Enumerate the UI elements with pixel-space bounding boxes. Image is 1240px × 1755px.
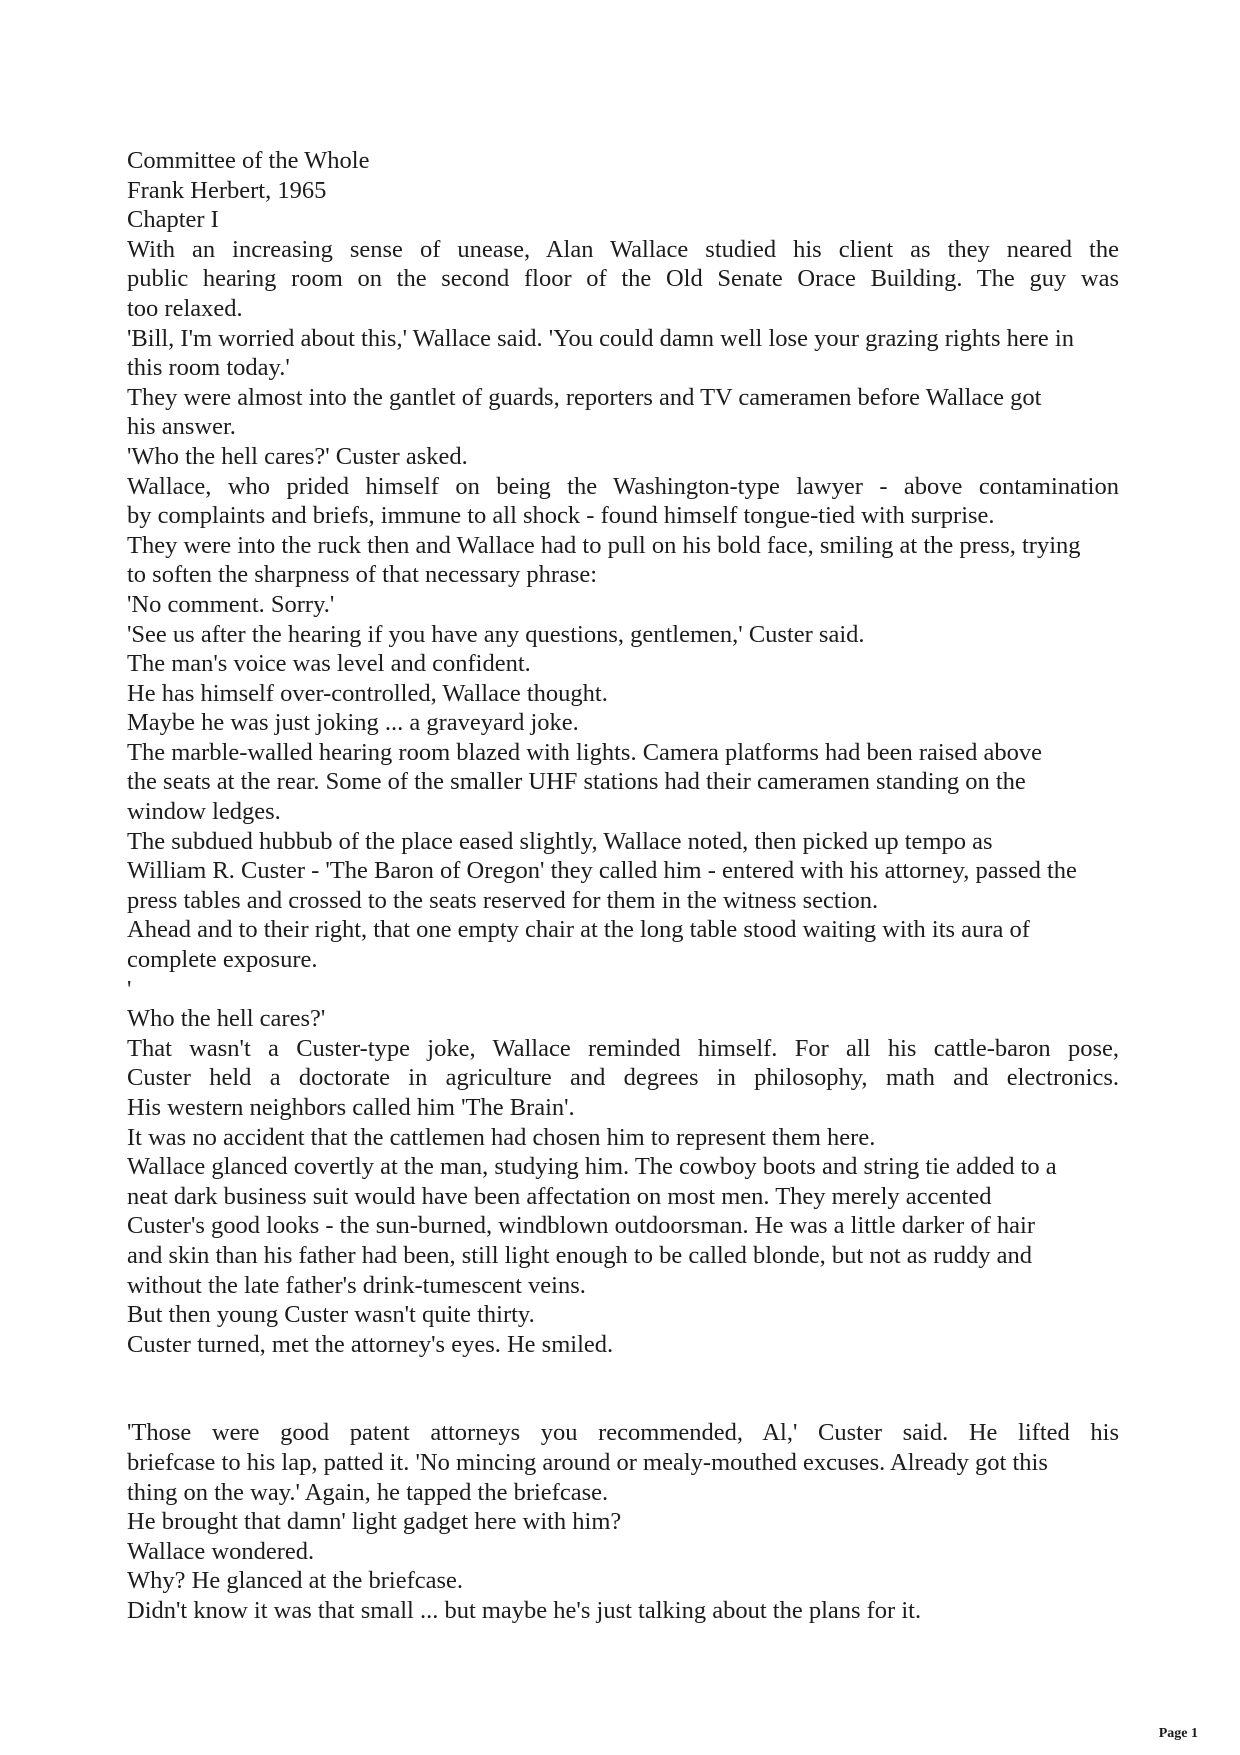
text-line: Why? He glanced at the briefcase. [127, 1567, 464, 1595]
text-line: to soften the sharpness of that necessary phrase: [127, 561, 598, 589]
text-line: Wallace glanced covertly at the man, studying him. The cowboy boots and string tie added to a [127, 1153, 1057, 1181]
text-line: 'Who the hell cares?' Custer asked. [127, 442, 468, 470]
text-line: 'No comment. Sorry.' [127, 590, 335, 618]
text-line: ' [127, 975, 132, 1003]
text-line: Custer turned, met the attorney's eyes. He smiled. [127, 1330, 614, 1358]
paragraph-gap [127, 1359, 1119, 1418]
text-line: The marble-walled hearing room blazed with lights. Camera platforms had been raised above [127, 738, 1043, 766]
text-line: 'Those were good patent attorneys you recommended, Al,' Custer said. He lifted his [127, 1419, 1119, 1447]
text-line: Wallace wondered. [127, 1537, 315, 1565]
text-line: public hearing room on the second floor of the Old Senate Orace Building. The guy was [127, 265, 1119, 293]
text-line: That wasn't a Custer-type joke, Wallace reminded himself. For all his cattle-baron pose, [127, 1034, 1119, 1062]
text-line: complete exposure. [127, 946, 318, 974]
text-line: Maybe he was just joking ... a graveyard joke. [127, 709, 579, 737]
text-line: thing on the way.' Again, he tapped the briefcase. [127, 1478, 609, 1506]
text-line: by complaints and briefs, immune to all shock - found himself tongue-tied with surprise. [127, 502, 995, 530]
text-line: Custer's good looks - the sun-burned, windblown outdoorsman. He was a little darker of hair [127, 1212, 1036, 1240]
text-line: briefcase to his lap, patted it. 'No mincing around or mealy-mouthed excuses. Already got this [127, 1448, 1048, 1476]
text-line: With an increasing sense of unease, Alan Wallace studied his client as they neared the [127, 235, 1119, 263]
text-line: his answer. [127, 413, 236, 441]
text-line: without the late father's drink-tumescent veins. [127, 1271, 586, 1299]
text-line: The subdued hubbub of the place eased slightly, Wallace noted, then picked up tempo as [127, 827, 993, 855]
text-line: They were into the ruck then and Wallace had to pull on his bold face, smiling at the press, trying [127, 531, 1081, 559]
text-line: press tables and crossed to the seats reserved for them in the witness section. [127, 886, 879, 914]
text-line: Who the hell cares?' [127, 1005, 326, 1033]
document-body [127, 146, 1119, 1626]
text-line: Committee of the Whole [127, 147, 370, 174]
text-line: He brought that damn' light gadget here with him? [127, 1508, 622, 1536]
text-line: Frank Herbert, 1965 [127, 176, 327, 204]
text-line: But then young Custer wasn't quite thirty. [127, 1301, 535, 1329]
text-line: Didn't know it was that small ... but maybe he's just talking about the plans for it. [127, 1596, 922, 1624]
text-line: Ahead and to their right, that one empty chair at the long table stood waiting with its aura of [127, 916, 1030, 944]
text-line: 'Bill, I'm worried about this,' Wallace said. 'You could damn well lose your grazing rights here in [127, 324, 1074, 352]
text-line: His western neighbors called him 'The Brain'. [127, 1094, 575, 1121]
text-line: The man's voice was level and confident. [127, 650, 531, 678]
page-number: Page 1 [1158, 1726, 1198, 1741]
text-line: this room today.' [127, 354, 290, 382]
text-line: Wallace, who prided himself on being the Washington-type lawyer - above contamination [127, 472, 1119, 500]
text-line: the seats at the rear. Some of the smaller UHF stations had their cameramen standing on the [127, 768, 1026, 796]
text-line: window ledges. [127, 798, 281, 826]
text-line: Chapter I [127, 206, 219, 234]
text-line: They were almost into the gantlet of guards, reporters and TV cameramen before Wallace got [127, 383, 1042, 411]
text-line: It was no accident that the cattlemen had chosen him to represent them here. [127, 1123, 876, 1151]
text-line: and skin than his father had been, still light enough to be called blonde, but not as ruddy and [127, 1241, 1032, 1269]
text-line: neat dark business suit would have been affectation on most men. They merely accented [127, 1182, 992, 1210]
text-line: too relaxed. [127, 294, 243, 322]
text-line: 'See us after the hearing if you have any questions, gentlemen,' Custer said. [127, 620, 865, 648]
text-line: William R. Custer - 'The Baron of Oregon' they called him - entered with his attorney, passed the [127, 857, 1077, 885]
text-line: He has himself over-controlled, Wallace thought. [127, 679, 608, 707]
text-line: Custer held a doctorate in agriculture and degrees in philosophy, math and electronics. [127, 1064, 1119, 1092]
